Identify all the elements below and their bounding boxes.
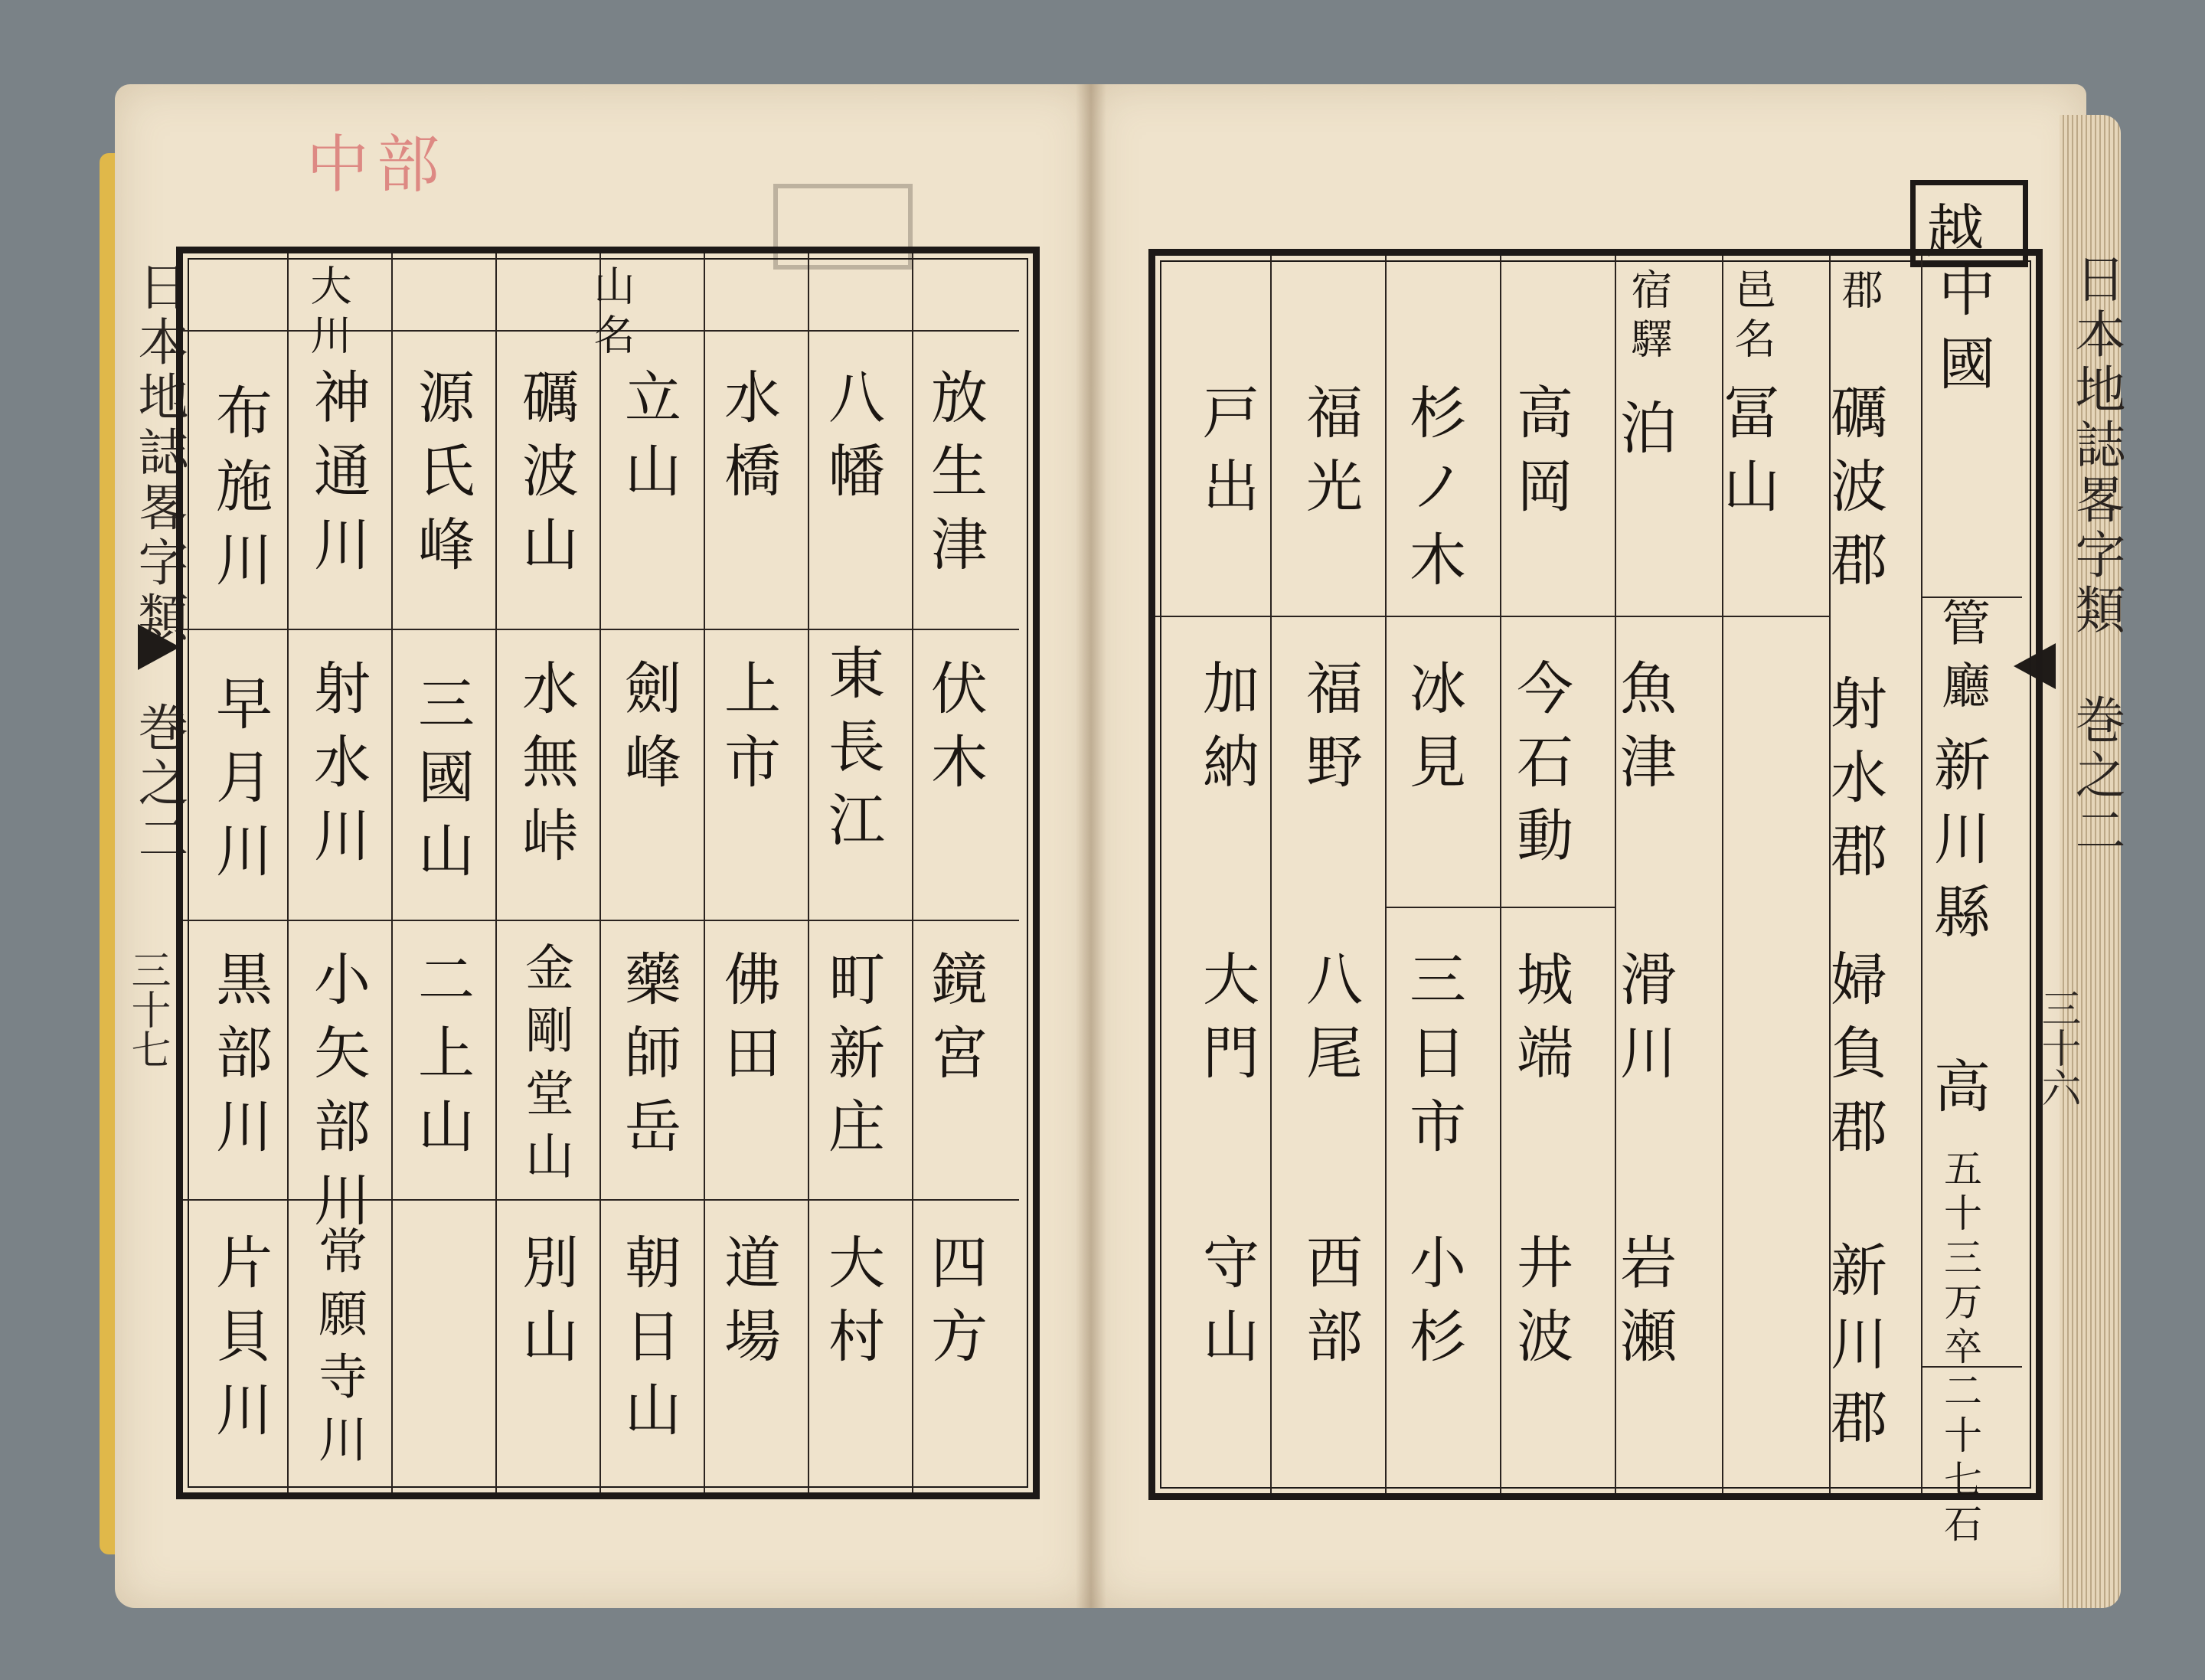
country-name-rest: 中國 bbox=[1929, 260, 1995, 407]
left-tab-marker bbox=[138, 624, 180, 670]
entry: 黒部川 bbox=[207, 949, 273, 1170]
prefecture-name: 新川縣 bbox=[1925, 735, 1991, 956]
entry: 西部 bbox=[1297, 1233, 1363, 1380]
entry: 魚津 bbox=[1611, 659, 1677, 806]
entry: 源氏峰 bbox=[409, 368, 475, 588]
entry: 藥師岳 bbox=[616, 949, 681, 1170]
book-spine bbox=[100, 153, 116, 1554]
entry: 町新庄 bbox=[819, 949, 885, 1170]
entry: 杉ノ木 bbox=[1400, 383, 1466, 603]
yield-label: 高 bbox=[1925, 1057, 1991, 1130]
entry: 立山 bbox=[616, 368, 681, 515]
book-gutter bbox=[1076, 84, 1106, 1608]
right-table-frame bbox=[1148, 249, 2043, 1500]
entry: 片貝川 bbox=[207, 1233, 273, 1453]
entry: 冰見 bbox=[1400, 659, 1466, 806]
left-side-title: 日本地誌畧字類 巻之二 bbox=[129, 260, 188, 867]
entry: 金剛堂山 bbox=[517, 942, 573, 1193]
entry: 佛田 bbox=[715, 949, 781, 1097]
entry: 戸出 bbox=[1194, 383, 1259, 530]
country-small-char: 越 bbox=[1926, 198, 1984, 266]
entry: 劍峰 bbox=[616, 659, 681, 806]
district-item: 新川郡 bbox=[1821, 1240, 1887, 1461]
entry: 加納 bbox=[1194, 659, 1259, 806]
entry: 井波 bbox=[1508, 1233, 1573, 1380]
header-towns: 邑名 bbox=[1728, 268, 1776, 366]
entry: 福光 bbox=[1297, 383, 1363, 530]
entry: 別山 bbox=[513, 1233, 579, 1380]
entry: 早月川 bbox=[207, 674, 273, 894]
district-item: 婦負郡 bbox=[1821, 949, 1887, 1170]
left-header-rivers: 大川 bbox=[304, 264, 352, 362]
entry: 三日市 bbox=[1400, 949, 1466, 1170]
town-item: 冨山 bbox=[1714, 383, 1780, 530]
entry: 三國山 bbox=[409, 674, 475, 894]
entry: 守山 bbox=[1194, 1233, 1259, 1380]
entry: 小矢部川 bbox=[305, 949, 371, 1244]
entry: 二上山 bbox=[409, 949, 475, 1170]
entry: 東長江 bbox=[819, 643, 885, 864]
entry: 放生津 bbox=[922, 368, 988, 588]
entry: 水橋 bbox=[715, 368, 781, 515]
entry: 神通川 bbox=[305, 368, 371, 588]
entry: 小杉 bbox=[1400, 1233, 1466, 1380]
entry: 八幡 bbox=[819, 368, 885, 515]
district-item: 礪波郡 bbox=[1821, 383, 1887, 603]
entry: 岩瀬 bbox=[1611, 1233, 1677, 1380]
entry: 八尾 bbox=[1297, 949, 1363, 1097]
entry: 常願寺川 bbox=[310, 1225, 367, 1476]
entry: 伏木 bbox=[922, 659, 988, 806]
entry: 布施川 bbox=[207, 383, 273, 603]
right-folio: 三十六 bbox=[2034, 988, 2080, 1107]
header-stations: 宿驛 bbox=[1625, 268, 1673, 366]
entry: 高岡 bbox=[1508, 383, 1573, 530]
header-districts: 郡 bbox=[1835, 268, 1883, 317]
left-folio: 三十七 bbox=[124, 949, 170, 1069]
entry: 朝日山 bbox=[616, 1233, 681, 1453]
entry: 城端 bbox=[1508, 949, 1573, 1097]
entry: 今石動 bbox=[1508, 659, 1573, 879]
entry: 礪波山 bbox=[513, 368, 579, 588]
yield-value: 五十三万卒二十七石 bbox=[1938, 1149, 1982, 1548]
district-item: 射水郡 bbox=[1821, 674, 1887, 894]
entry: 大門 bbox=[1194, 949, 1259, 1097]
entry: 道場 bbox=[715, 1233, 781, 1380]
entry: 水無峠 bbox=[513, 659, 579, 879]
entry: 福野 bbox=[1297, 659, 1363, 806]
entry: 上市 bbox=[715, 659, 781, 806]
entry: 泊 bbox=[1611, 398, 1677, 472]
right-side-title: 日本地誌畧字類 巻之二 bbox=[2066, 253, 2125, 859]
entry: 射水川 bbox=[305, 659, 371, 879]
entry: 滑川 bbox=[1611, 949, 1677, 1097]
gov-label: 管廳 bbox=[1933, 597, 1990, 723]
entry: 四方 bbox=[922, 1233, 988, 1380]
entry: 大村 bbox=[819, 1233, 885, 1380]
red-seal-stamp: 中部 bbox=[306, 129, 448, 201]
left-header-mountains: 山名 bbox=[587, 264, 635, 362]
entry: 鏡宮 bbox=[922, 949, 988, 1097]
